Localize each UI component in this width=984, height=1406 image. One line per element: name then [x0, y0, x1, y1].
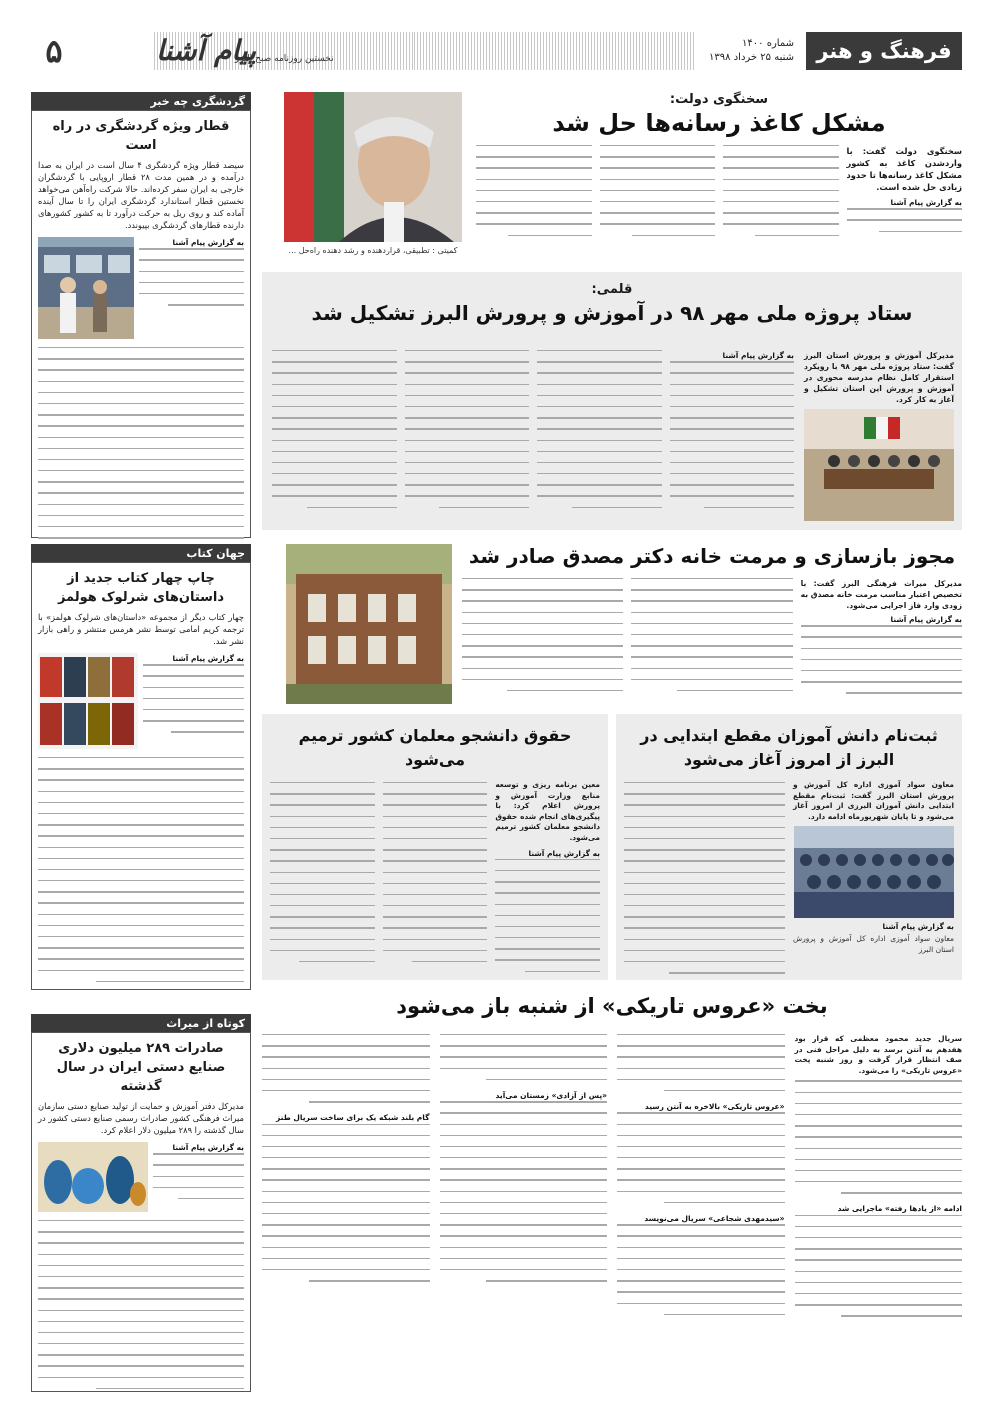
- tourism-box: [31, 110, 251, 538]
- story5-lead: معین برنامه ریزی و توسعه منابع وزارت آموزش و پرورش اعلام کرد: با پیگیری‌های انجام شده حقوق دانشجو معلمان کشور ترمیم می‌شود.: [495, 780, 600, 842]
- books-box: [31, 562, 251, 990]
- story1-col4: [476, 145, 592, 246]
- heritage-text-lines: [153, 1153, 244, 1199]
- story2-headline: ستاد پروژه ملی مهر ۹۸ در آموزش و پرورش البرز تشکیل شد: [311, 301, 913, 325]
- story5-byline: به گزارش پیام آشنا: [528, 848, 600, 858]
- story1-headline: مشکل کاغذ رسانه‌ها حل شد: [552, 109, 886, 137]
- train-photo: [38, 237, 134, 339]
- story4-lead: معاون سواد آموزی اداره کل آموزش و پرورش استان البرز گفت: ثبت‌نام مقطع ابتدایی دانش آموزان البرزی از امروز آغاز می‌شود و تا پایان شهریورماه ادامه دارد.: [793, 780, 954, 821]
- story3-lead: مدیرکل میراث فرهنگی البرز گفت: با تخصیص اعتبار مناسب مرمت خانه مصدق به زودی وارد فاز اجرایی می‌شود.: [800, 579, 962, 610]
- newspaper-tagline: نخستین روزنامه صبح البرز: [235, 54, 334, 64]
- story-mosaddegh: [262, 540, 962, 706]
- tourism-lead: سیصد قطار ویژه گردشگری ۴ سال است در ایران به صدا درآمده و در همین مدت ۲۸ قطار اروپایی با گردشگران خارجی به ایران سفر کرده‌اند. حالا شرکت راه‌آهن می‌خواهد نخستین قطار استاندارد گردشگری ایران را تا سال آینده آماده کند و روی ریل به حرکت درآورد تا به کشور کشورهای دارنده قطارهای گردشگری بپیوندد.: [38, 160, 244, 230]
- story1-lead: سخنگوی دولت گفت: با واردشدن کاغذ به کشور مشکل کاغذ رسانه‌ها تا حدود زیادی حل شده است.: [846, 146, 962, 192]
- books-text-lines: [143, 664, 244, 733]
- issue-date: شنبه ۲۵ خرداد ۱۳۹۸: [709, 52, 794, 63]
- book-covers-photo: [38, 653, 138, 749]
- story1-col3: [600, 145, 716, 246]
- story6-sub4: گام بلند شبکه یک برای ساخت سریال طنز: [275, 1113, 430, 1123]
- story1-kicker: سخنگوی دولت:: [669, 92, 769, 107]
- page-number: ۵: [45, 32, 63, 70]
- spokesman-photo-caption: کمیتی : تطبیقی، قراردهنده و رشد دهنده راه‌حل ...: [288, 246, 458, 255]
- story3-headline: مجوز بازسازی و مرمت خانه دکتر مصدق صادر شد: [468, 544, 956, 568]
- tourism-byline: به گزارش پیام آشنا: [172, 238, 244, 247]
- story2-byline: به گزارش پیام آشنا: [722, 351, 794, 360]
- meeting-photo: [804, 409, 954, 521]
- story-arous-tariki: [262, 990, 962, 1380]
- sidebar-head-books: جهان کتاب: [31, 544, 251, 562]
- heritage-text-lines-2: [38, 1220, 244, 1389]
- sidebar-tourism: [31, 92, 251, 538]
- books-byline: به گزارش پیام آشنا: [172, 654, 244, 663]
- books-lead: چهار کتاب دیگر از مجموعه «داستان‌های شرلوک هولمز» با ترجمه کریم امامی توسط نشر هرمس منتشر و راهی بازار نشر شد.: [38, 612, 244, 646]
- story-student-teachers: [262, 714, 608, 980]
- page-header: [30, 32, 962, 70]
- story-registration: [616, 714, 962, 980]
- section-title: فرهنگ و هنر: [806, 32, 962, 70]
- story2-lead: مدیرکل آموزش و پرورش استان البرز گفت: ستاد پروژه ملی مهر ۹۸ با رویکرد استقرار کامل نظام مدرسه محوری در آموزش و پرورش این استان تشکیل و آغاز به کار کرد.: [804, 351, 954, 404]
- story6-sub3: «پس از آزادی» زمستان می‌آید: [495, 1090, 607, 1100]
- handicrafts-photo: [38, 1142, 148, 1212]
- tourism-text-lines-2: [38, 347, 244, 561]
- story6-sub5: ادامه «از یادها رفته» ماجرایی شد: [837, 1204, 962, 1214]
- students-photo: [793, 826, 954, 918]
- spokesman-photo: [284, 92, 462, 242]
- heritage-byline: به گزارش پیام آشنا: [172, 1143, 244, 1152]
- tourism-title: قطار ویژه گردشگری در راه است: [52, 119, 230, 153]
- story4-photo-caption: معاون سواد آموزی اداره کل آموزش و پرورش استان البرز: [793, 933, 954, 954]
- story-paper: [262, 92, 962, 262]
- heritage-lead: مدیرکل دفتر آموزش و حمایت از تولید صنایع دستی سازمان میراث فرهنگی کشور صادرات رسمی صنایع دستی کشور در سال گذشته را ۲۸۹ میلیون دلار اعلام کرد.: [38, 1101, 244, 1135]
- story4-headline: ثبت‌نام دانش آموزان مقطع ابتدایی در البرز از امروز آغاز می‌شود: [640, 726, 938, 769]
- story6-sub2: «سیدمهدی شجاعی» سریال می‌نویسد: [644, 1214, 785, 1224]
- house-photo: [286, 544, 452, 704]
- story5-headline: حقوق دانشجو معلمان کشور ترمیم می‌شود: [298, 726, 572, 769]
- story3-byline: به گزارش پیام آشنا: [890, 615, 962, 624]
- story6-lead: سریال جدید محمود معظمی که قرار بود هفدهم به آنتن برسد به دلیل مراحل فنی در صف انتظار قرار گرفت و روز شنبه پخت «عروس تاریکی» را می‌شود.: [794, 1034, 962, 1075]
- issue-number: شماره ۱۴۰۰: [742, 38, 794, 49]
- story-mehr98: [262, 272, 962, 530]
- story6-sub1: «عروس تاریکی» بالاخره به آنتن رسید: [644, 1102, 785, 1112]
- heritage-title: صادرات ۲۸۹ میلیون دلاری صنایع دستی ایران در سال گذشته: [56, 1041, 226, 1094]
- sidebar-head-heritage: کوتاه از میراث: [31, 1014, 251, 1032]
- story2-kicker: قلمی:: [591, 282, 633, 297]
- books-title: چاپ چهار کتاب جدید از داستان‌های شرلوک هولمز: [57, 571, 225, 605]
- story6-headline: بخت «عروس تاریکی» از شنبه باز می‌شود: [396, 994, 828, 1018]
- books-text-lines-2: [38, 757, 244, 982]
- story4-byline: به گزارش پیام آشنا: [882, 922, 954, 932]
- story1-byline: به گزارش پیام آشنا: [890, 198, 962, 207]
- sidebar-head-tourism: گردشگری چه خبر: [31, 92, 251, 110]
- sidebar-books: [31, 544, 251, 990]
- heritage-box: [31, 1032, 251, 1392]
- issue-info: [709, 37, 794, 65]
- newspaper-logo: پیام آشنا: [156, 34, 257, 67]
- sidebar-heritage: [31, 1014, 251, 1392]
- tourism-text-lines: [139, 248, 244, 305]
- story1-col2: [723, 145, 839, 246]
